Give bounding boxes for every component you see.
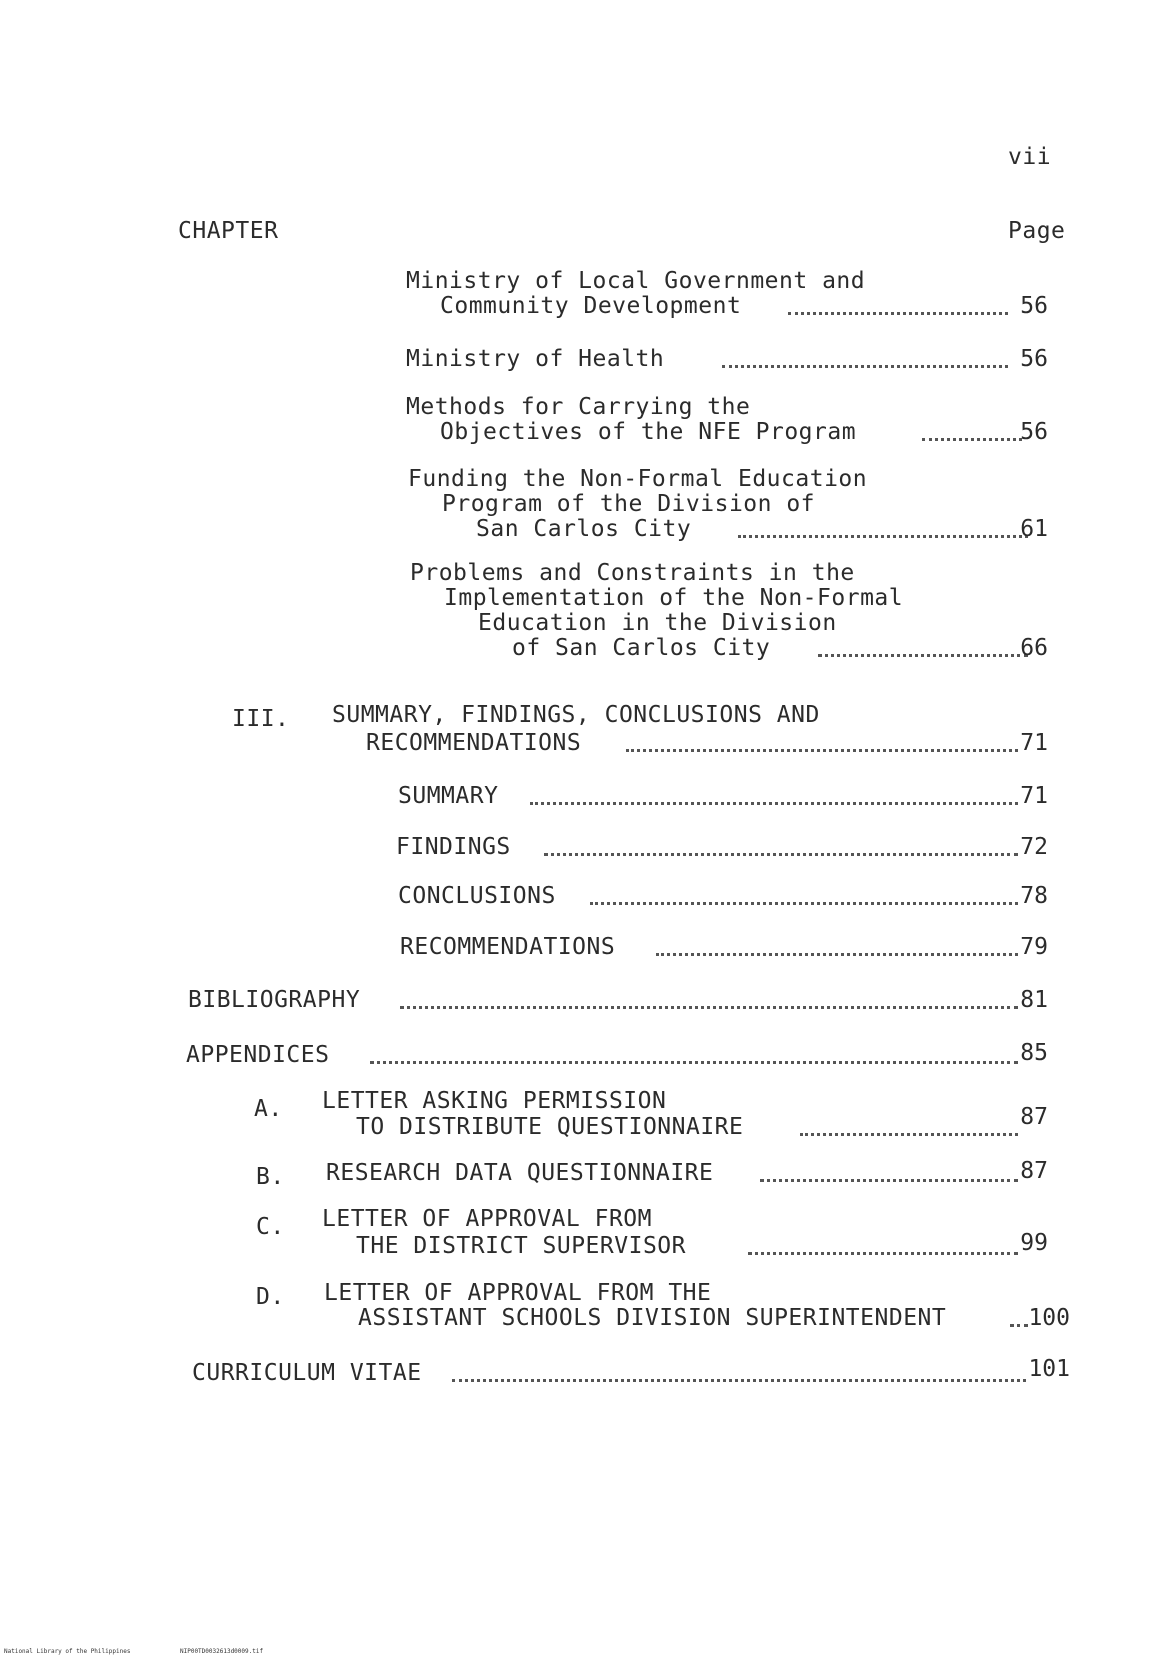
toc-entry-line: THE DISTRICT SUPERVISOR xyxy=(356,1233,686,1259)
toc-entry-line: Objectives of the NFE Program xyxy=(440,419,857,445)
toc-page-number: 85 xyxy=(1020,1040,1048,1066)
toc-page-number: 79 xyxy=(1020,934,1048,960)
toc-entry-line: Program of the Division of xyxy=(442,491,816,517)
toc-entry-line: Methods for Carrying the xyxy=(406,394,751,420)
dot-leader xyxy=(530,798,1018,805)
toc-entry-line: RECOMMENDATIONS xyxy=(400,934,616,960)
toc-entry-line: SUMMARY, FINDINGS, CONCLUSIONS AND xyxy=(332,702,820,728)
chapter-heading: CHAPTER xyxy=(178,218,279,244)
dot-leader xyxy=(452,1375,1026,1382)
toc-entry-line: TO DISTRIBUTE QUESTIONNAIRE xyxy=(356,1114,744,1140)
toc-page-number: 87 xyxy=(1020,1158,1048,1184)
toc-page-number: 71 xyxy=(1020,783,1048,809)
toc-page-number: 101 xyxy=(1028,1356,1070,1382)
toc-entry-line: Education in the Division xyxy=(478,610,837,636)
toc-page-number: 56 xyxy=(1020,419,1048,445)
appendix-letter: C. xyxy=(256,1214,285,1240)
toc-page-number: 56 xyxy=(1020,293,1048,319)
toc-entry-line: CURRICULUM VITAE xyxy=(192,1360,422,1386)
toc-entry-line: San Carlos City xyxy=(476,516,692,542)
toc-page-number: 78 xyxy=(1020,883,1048,909)
page-number: vii xyxy=(1008,144,1052,170)
toc-page-number: 100 xyxy=(1028,1305,1070,1331)
toc-page-number: 56 xyxy=(1020,346,1048,372)
toc-entry-line: BIBLIOGRAPHY xyxy=(188,987,361,1013)
toc-page-number: 71 xyxy=(1020,730,1048,756)
chapter-numeral: III. xyxy=(232,706,290,732)
footer-file-id: NIP00TD0032613d0009.tif xyxy=(180,1648,264,1655)
page-heading: Page xyxy=(1008,218,1066,244)
toc-entry-line: LETTER OF APPROVAL FROM THE xyxy=(324,1280,712,1306)
toc-entry-line: RECOMMENDATIONS xyxy=(366,730,582,756)
toc-entry-line: SUMMARY xyxy=(398,783,499,809)
toc-entry-line: Ministry of Local Government and xyxy=(406,268,866,294)
toc-page-number: 66 xyxy=(1020,635,1048,661)
toc-entry-line: Implementation of the Non-Formal xyxy=(444,585,904,611)
toc-page-number: 99 xyxy=(1020,1230,1048,1256)
toc-entry-line: RESEARCH DATA QUESTIONNAIRE xyxy=(326,1160,714,1186)
appendix-letter: D. xyxy=(256,1284,285,1310)
dot-leader xyxy=(800,1129,1018,1136)
dot-leader xyxy=(400,1002,1018,1009)
toc-entry-line: FINDINGS xyxy=(396,834,511,860)
toc-page-number: 61 xyxy=(1020,516,1048,542)
toc-page-number: 81 xyxy=(1020,987,1048,1013)
toc-entry-line: Problems and Constraints in the xyxy=(410,560,855,586)
toc-entry-line: LETTER OF APPROVAL FROM xyxy=(322,1206,652,1232)
toc-entry-line: CONCLUSIONS xyxy=(398,883,556,909)
toc-page-number: 72 xyxy=(1020,834,1048,860)
appendix-letter: A. xyxy=(254,1096,283,1122)
toc-entry-line: Funding the Non-Formal Education xyxy=(408,466,868,492)
toc-entry-line: APPENDICES xyxy=(186,1042,330,1068)
dot-leader xyxy=(722,361,1008,368)
footer-library-name: National Library of the Philippines xyxy=(4,1648,131,1655)
toc-page-number: 87 xyxy=(1020,1104,1048,1130)
toc-entry-line: Ministry of Health xyxy=(406,346,665,372)
dot-leader xyxy=(626,745,1018,752)
dot-leader xyxy=(370,1057,1018,1064)
dot-leader xyxy=(656,949,1018,956)
dot-leader xyxy=(590,898,1018,905)
appendix-letter: B. xyxy=(256,1164,285,1190)
toc-entry-line: Community Development xyxy=(440,293,742,319)
toc-entry-line: of San Carlos City xyxy=(512,635,771,661)
dot-leader xyxy=(544,849,1018,856)
toc-entry-line: LETTER ASKING PERMISSION xyxy=(322,1088,667,1114)
toc-entry-line: ASSISTANT SCHOOLS DIVISION SUPERINTENDENT xyxy=(358,1305,947,1331)
